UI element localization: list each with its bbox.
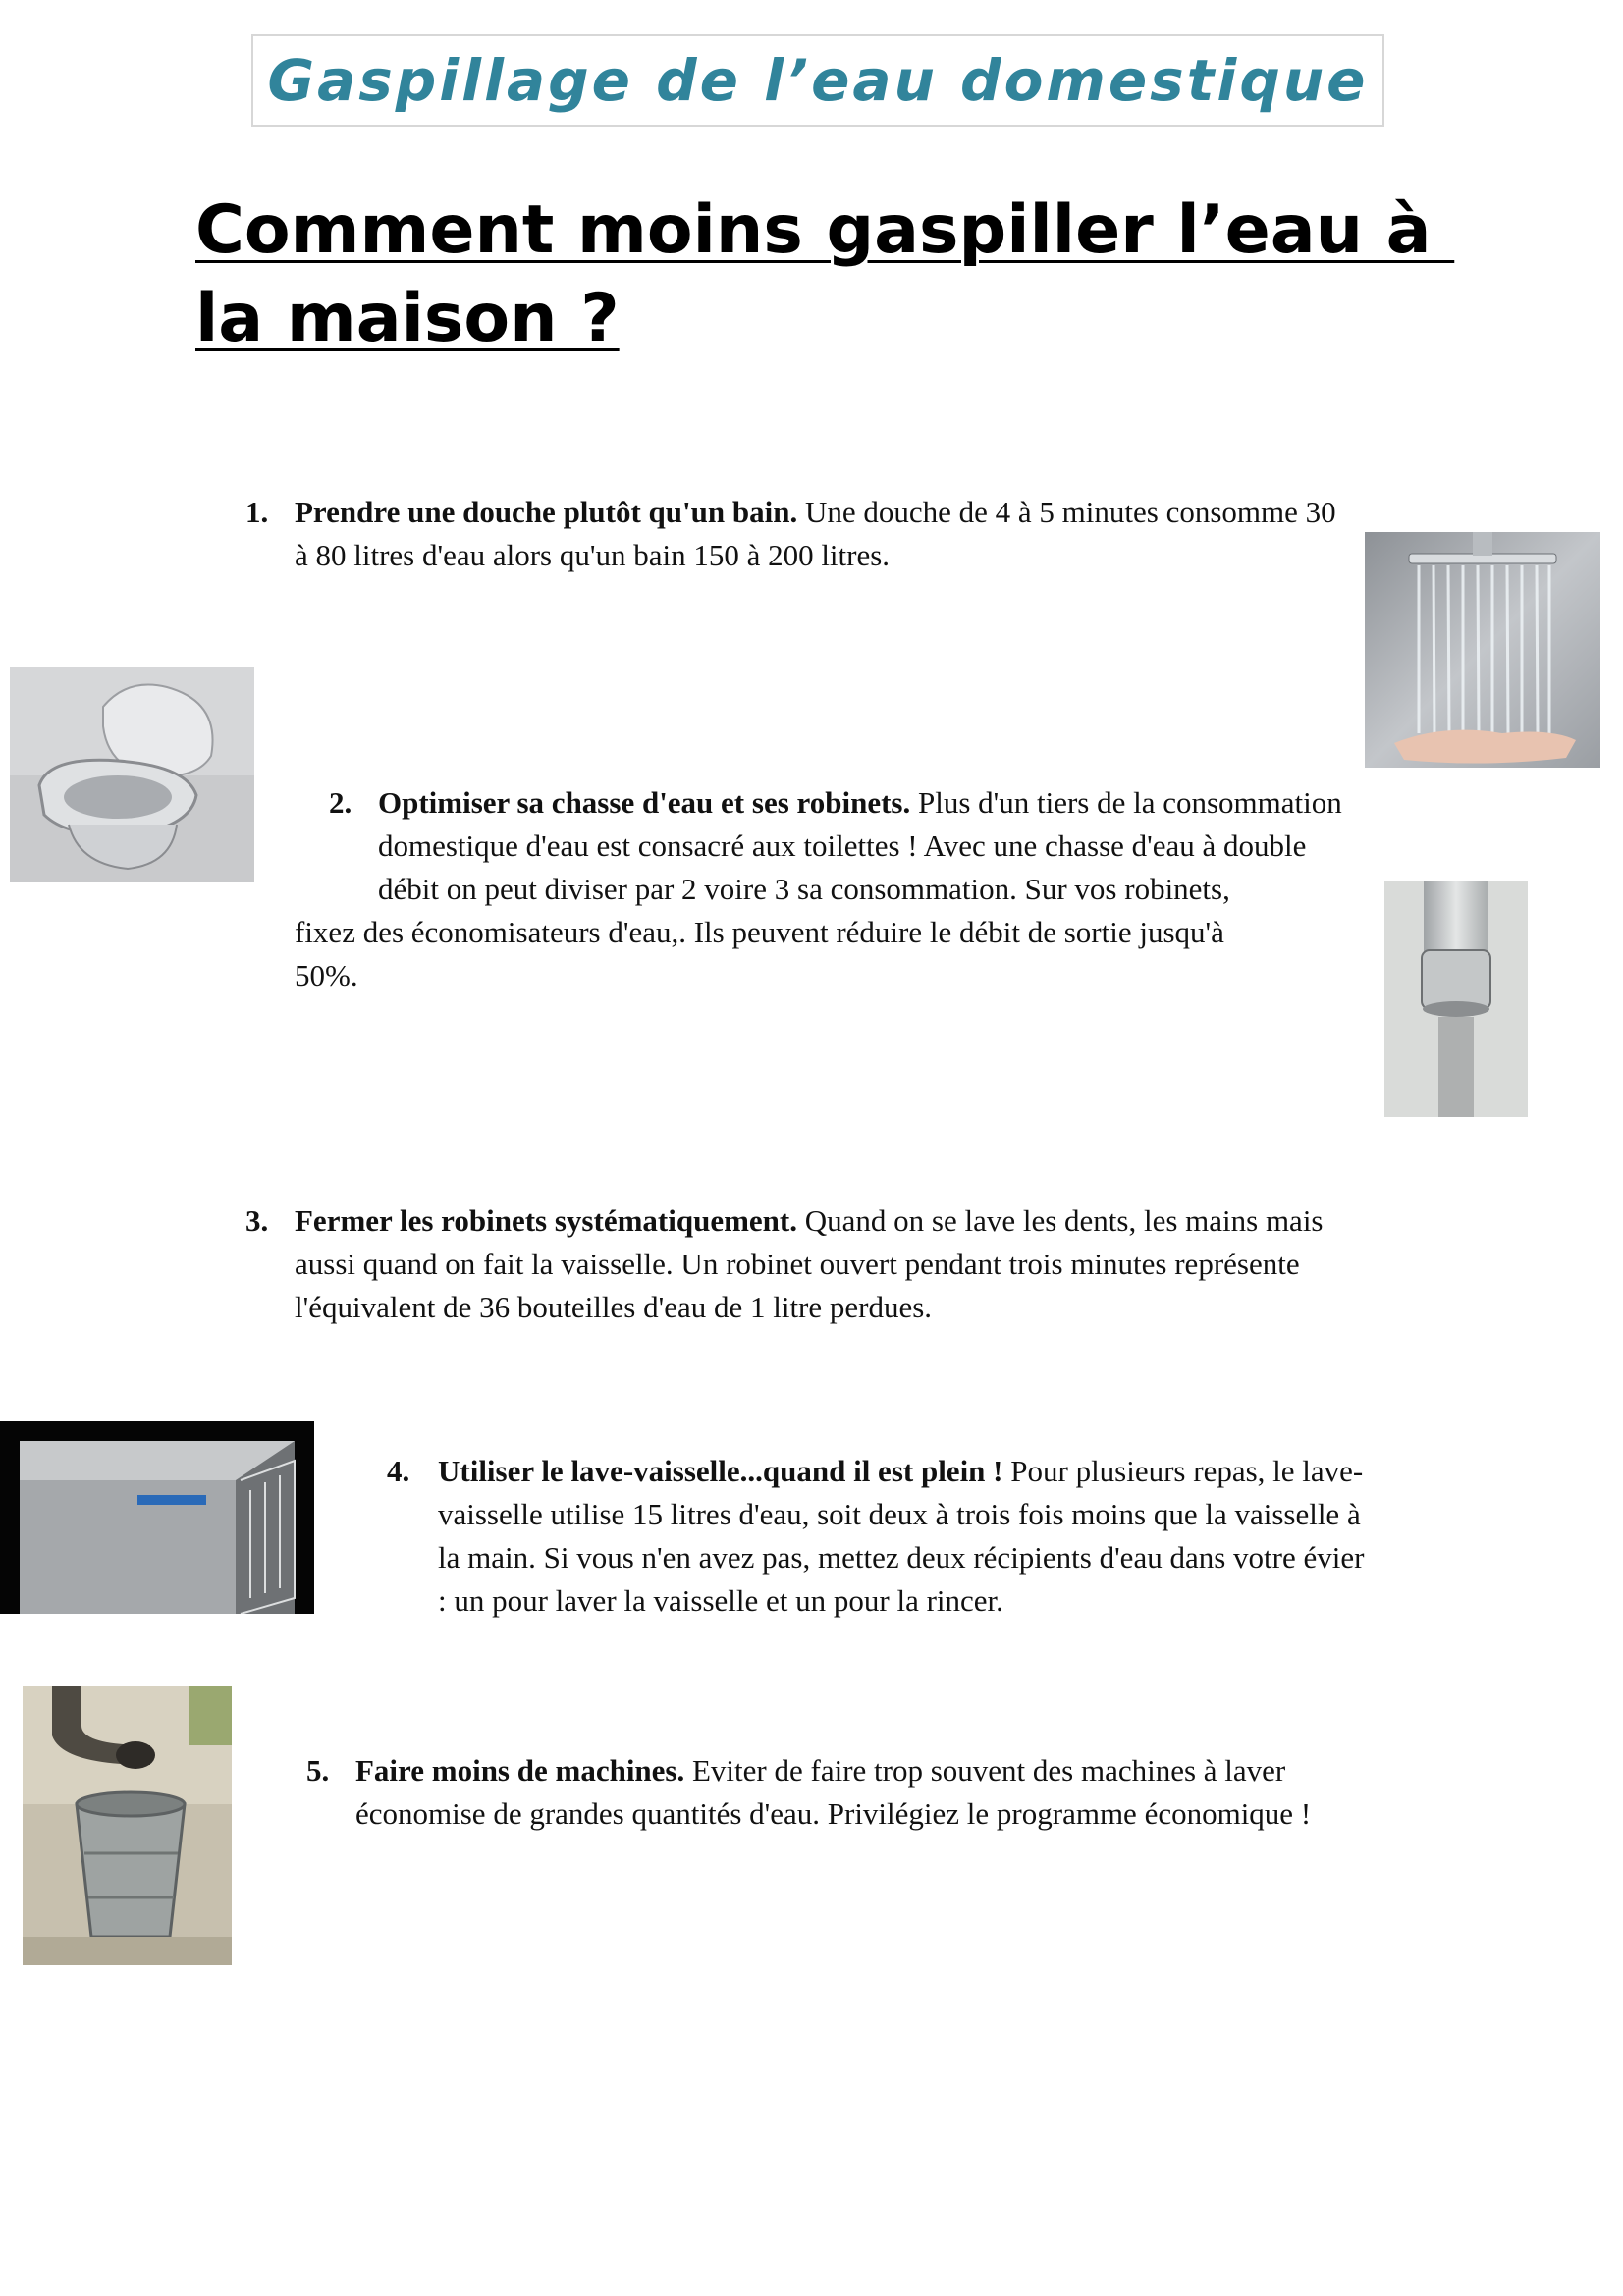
- tip-text: la main. Si vous n'en avez pas, mettez deux récipients d'eau dans votre évier: [438, 1540, 1365, 1575]
- tip-line: [295, 1200, 1324, 1243]
- bucket-photo: [23, 1686, 232, 1965]
- tip-5: [306, 1749, 1312, 1836]
- toilet-photo: [10, 667, 254, 882]
- tip-text: Eviter de faire trop souvent des machines à laver: [684, 1753, 1286, 1788]
- tip-text: : un pour laver la vaisselle et un pour la rincer.: [438, 1583, 1003, 1618]
- tip-text: Pour plusieurs repas, le lave-: [1002, 1454, 1364, 1488]
- tip-text: à 80 litres d'eau alors qu'un bain 150 à 200 litres.: [295, 538, 891, 572]
- tip-2: [295, 781, 1342, 997]
- tip-3: [245, 1200, 1324, 1329]
- heading-line-1: Comment moins gaspiller l’eau à: [195, 191, 1455, 269]
- tip-number: 4.: [387, 1454, 410, 1488]
- heading-line-2: la maison ?: [195, 280, 620, 357]
- tip-text: fixez des économisateurs d'eau,. Ils peuvent réduire le débit de sortie jusqu'à: [295, 915, 1224, 949]
- banner-title: Gaspillage de l’eau domestique: [267, 47, 1369, 114]
- tip-number: 1.: [245, 495, 269, 529]
- dishwasher-image: [0, 1421, 314, 1614]
- tip-text: Quand on se lave les dents, les mains mais: [796, 1203, 1324, 1238]
- tip-1: [245, 491, 1336, 577]
- tip-lead: Prendre une douche plutôt qu'un bain.: [295, 495, 798, 529]
- tip-line: [295, 491, 1336, 534]
- tip-lead: Faire moins de machines.: [355, 1753, 685, 1788]
- page-heading: [195, 187, 1472, 363]
- tip-line: [378, 781, 1342, 825]
- tip-lead: Fermer les robinets systématiquement.: [295, 1203, 797, 1238]
- tip-lead: Optimiser sa chasse d'eau et ses robinets.: [378, 785, 911, 820]
- tip-text: l'équivalent de 36 bouteilles d'eau de 1 litre perdues.: [295, 1290, 933, 1324]
- faucet-photo: [1384, 881, 1528, 1117]
- tip-line: [355, 1749, 1311, 1792]
- tip-text: Une douche de 4 à 5 minutes consomme 30: [797, 495, 1336, 529]
- dishwasher-photo: [0, 1421, 314, 1614]
- tip-text: débit on peut diviser par 2 voire 3 sa consommation. Sur vos robinets,: [378, 872, 1230, 906]
- shower-photo: [1365, 532, 1600, 768]
- tip-text: vaisselle utilise 15 litres d'eau, soit deux à trois fois moins que la vaisselle à: [438, 1497, 1361, 1531]
- tip-text: économise de grandes quantités d'eau. Privilégiez le programme économique !: [355, 1796, 1312, 1831]
- tip-line: [438, 1450, 1364, 1493]
- tip-text: domestique d'eau est consacré aux toilettes ! Avec une chasse d'eau à double: [378, 828, 1307, 863]
- tip-text: Plus d'un tiers de la consommation: [910, 785, 1342, 820]
- tip-lead: Utiliser le lave-vaisselle...quand il est plein !: [438, 1454, 1003, 1488]
- tip-number: 5.: [306, 1753, 330, 1788]
- toilet-image: [10, 667, 254, 882]
- shower-image: [1365, 532, 1600, 768]
- tip-text: aussi quand on fait la vaisselle. Un robinet ouvert pendant trois minutes représente: [295, 1247, 1300, 1281]
- faucet-image: [1384, 881, 1528, 1117]
- tip-text: 50%.: [295, 958, 358, 992]
- banner-title-box: [251, 34, 1384, 127]
- tip-number: 2.: [329, 785, 352, 820]
- tip-4: [387, 1450, 1365, 1623]
- bucket-image: [23, 1686, 232, 1965]
- tip-number: 3.: [245, 1203, 269, 1238]
